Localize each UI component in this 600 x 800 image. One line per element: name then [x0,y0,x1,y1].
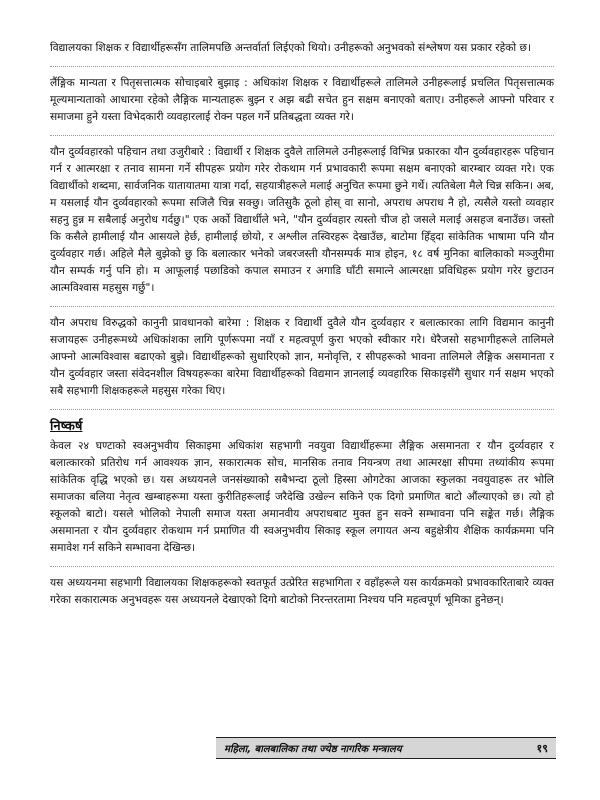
paragraph-gender-norms: लैंङ्गिक मान्यता र पितृसत्तात्मक सोचाइबारे बुझाइ : अधिकांश शिक्षक र विद्यार्थीहरूले तालिमले उनीहरूलाई प्रचलित पितृसत्तात्मक मूल्यमान्यताको आधारमा रहेको लैङ्गिक मान्यताहरू बुझ्न र अझ बढी सचेत हुन सक्षम बनाएको बताए। उनीहरूले आफ्नो परिवार र समाजमा हुने यस्ता विभेदकारी व्यवहारलाई रोक्न पहल गर्ने प्रतिबद्धता व्यक्त गरे। [50,77,554,123]
divider [50,135,554,136]
divider [50,409,554,410]
paragraph-conclusion-teachers: यस अध्ययनमा सहभागी विद्यालयका शिक्षकहरूको स्वतफूर्त उत्प्रेरित सहभागिता र वहाँहरूले यस कार्यक्रमको प्रभावकारिताबारे व्यक्त गरेका सकारात्मक अनुभवहरू यस अध्ययनले देखाएको दिगो बाटोको निरन्तरतामा निश्चय पनि महत्वपूर्ण भूमिका हुनेछन्। [50,577,554,606]
divider [50,566,554,567]
divider [50,306,554,307]
page-content [50,40,554,618]
paragraph-conclusion-main: केवल २४ घण्टाको स्वअनुभवीय सिकाइमा अधिकांश सहभागी नवयुवा विद्यार्थीहरूमा लैङ्गिक असमानता र यौन दुर्व्यवहार र बलात्कारको प्रतिरोध गर्न आवश्यक ज्ञान, सकारात्मक सोच, मानसिक तनाव नियन्त्रण तथा आत्मरक्षा सीपमा तथ्यांकीय रूपमा सांकेतिक वृद्धि भएको छ। यस अध्ययनले जनसंख्याको सबैभन्दा ठूलो हिस्सा ओगटेका आजका स्कुलका नवयुवाहरू तर भोलि समाजका बलिया नेतृत्व खम्बाहरूमा यस्ता कुरीतिहरूलाई जरैदेखि उखेल्न सकिने एक दिगो प्रमाणित बाटो औंल्याएको छ। त्यो हो स्कूलको बाटो। यसले भोलिको नेपाली समाज यस्ता अमानवीय अपराधबाट मुक्त हुन सक्ने सम्भावना पनि सङ्केत गर्छ। लैङ्गिक असमानता र यौन दुर्व्यवहार रोकथाम गर्न प्रमाणित यी स्वअनुभवीय सिकाइ स्कूल लगायत अन्य बहुक्षेत्रीय शैक्षिक कार्यक्रममा पनि समावेश गर्न सकिने सम्भावना देखिन्छ। [50,440,554,554]
paragraph-interview-intro: विद्यालयका शिक्षक र विद्यार्थीहरूसँग तालिमपछि अन्तर्वार्ता लिईएको थियो। उनीहरूको अनुभवको संश्लेषण यस प्रकार रहेको छ। [50,42,531,54]
paragraph-legal-provisions: यौन अपराध विरुद्धको कानुनी प्रावधानको बारेमा : शिक्षक र विद्यार्थी दुवैले यौन दुर्व्यवहार र बलात्कारका लागि विद्यमान कानुनी सजायहरू उनीहरूमध्ये अधिकांशका लागि पूर्णरूपमा नयाँ र महत्वपूर्ण कुरा भएको स्वीकार गरे। धेरैजसो सहभागीहरूले तालिमले आफ्नो आत्मविश्वास बढाएको बुझे। विद्यार्थीहरूको सुधारिएको ज्ञान, मनोवृत्ति, र सीपहरूको भावना तालिमले लैङ्गिक असमानता र यौन दुर्व्यवहार जस्ता संवेदनशील विषयहरूका बारेमा विद्यार्थीहरूको विद्यमान ज्ञानलाई व्यवहारिक सिकाइसँगै सुधार गर्न सक्षम भएको सबै सहभागी शिक्षकहरूले महसुस गरेका थिए। [50,317,554,397]
paragraph-sexual-harassment: यौन दुर्व्यवहारको पहिचान तथा उजुरीबारे : विद्यार्थी र शिक्षक दुवैले तालिमले उनीहरूलाई विभिन्न प्रकारका यौन दुर्व्यवहारहरू पहिचान गर्न र आत्मरक्षा र तनाव सामना गर्ने सीपहरू प्रयोग गरेर रोकथाम गर्न प्रभावकारी रूपमा सक्षम बनाएको बारम्बार व्यक्त गरे। एक विद्यार्थीको शब्दमा, सार्वजनिक यातायातमा यात्रा गर्दा, सहयात्रीहरूले मलाई अनुचित रूपमा छुने गर्थे। त्यतिबेला मैले चिन्न सकिन। अब, म यसलाई यौन दुर्व्यवहारको रूपमा सजिलै चिन्न सक्छु। जतिसुकै ठूलो होस् वा सानो, अपराध अपराध नै हो, त्यसैले यस्तो व्यवहार सहनु हुन्न म सबैलाई अनुरोध गर्दछु।" एक अर्को विद्यार्थीले भने, "यौन दुर्व्यवहार त्यस्तो चीज हो जसले मलाई असहज बनाउँछ। जस्तो कि कसैले हामीलाई यौन आसयले हेर्छ, हामीलाई छोयो, र अश्लील तस्विरहरू देखाउँछ, बाटोमा हिँड्दा सांकेतिक भाषामा पनि यौन दुर्व्यवहार गर्छ। अहिले मैले बुझेको छु कि बलात्कार भनेको जबरजस्ती यौनसम्पर्क मात्र होइन, १८ वर्ष मुनिका बालिकाको मञ्जुरीमा यौन सम्पर्क गर्नु पनि हो। म आफूलाई पछाडिको कपाल समाउन र अगाडि घाँटी समात्ने आत्मरक्षा प्रविधिहरू प्रयोग गरेर छुटाउन आत्मविश्वास महसुस गर्छु"। [50,146,554,294]
divider [50,66,554,67]
page-footer [216,737,556,759]
conclusion-heading: निष्कर्ष [50,419,83,434]
ministry-name: महिला, बालबालिका तथा ज्येष्ठ नागरिक मन्त्रालय [224,744,402,755]
page-number: १९ [536,741,548,755]
